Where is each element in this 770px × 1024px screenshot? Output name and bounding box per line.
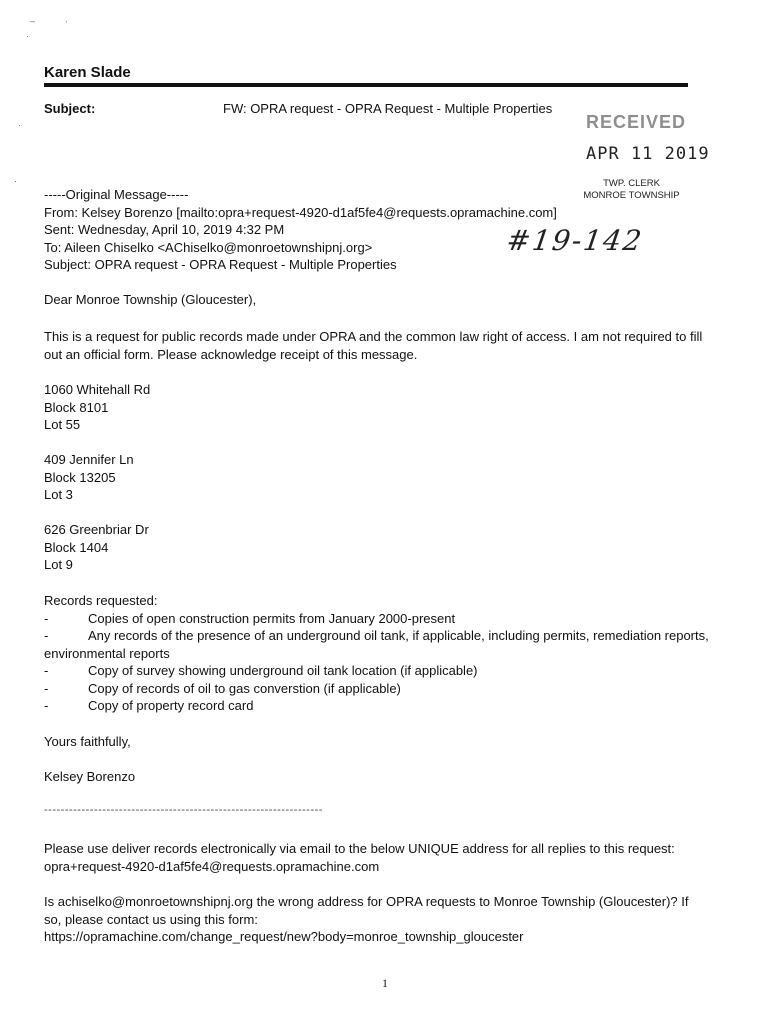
record-item bbox=[44, 662, 724, 680]
scan-mark: · bbox=[26, 31, 29, 41]
property-block: Block 13205 bbox=[44, 469, 116, 485]
property-lot: Lot 9 bbox=[44, 557, 73, 572]
signature: Kelsey Borenzo bbox=[44, 769, 136, 784]
bullet-dash: - bbox=[44, 663, 49, 678]
deliver-address: opra+request-4920-d1af5fe4@requests.opramachine.com bbox=[44, 858, 380, 874]
page-number: 1 bbox=[382, 976, 388, 990]
scan-mark: · bbox=[18, 120, 21, 130]
property-address: 626 Greenbriar Dr bbox=[44, 522, 149, 537]
header-rule bbox=[44, 83, 688, 87]
record-item bbox=[44, 627, 724, 662]
property-2 bbox=[44, 451, 724, 504]
stamp-date: APR 11 2019 bbox=[586, 144, 710, 164]
original-separator: -----Original Message----- bbox=[44, 187, 189, 202]
sender-name: Karen Slade bbox=[44, 64, 131, 81]
bullet-dash: - bbox=[44, 698, 49, 713]
original-subject: Subject: OPRA request - OPRA Request - Multiple Properties bbox=[44, 257, 397, 272]
property-block: Block 1404 bbox=[44, 539, 109, 555]
property-address: 409 Jennifer Ln bbox=[44, 452, 134, 467]
footer-divider: ------------------------------------------------------------------- bbox=[44, 804, 323, 816]
stamp-clerk-line2: MONROE TOWNSHIP bbox=[583, 190, 680, 201]
records-heading: Records requested: bbox=[44, 593, 158, 608]
greeting: Dear Monroe Township (Gloucester), bbox=[44, 292, 257, 307]
record-item bbox=[44, 697, 724, 715]
record-item-text: Copy of records of oil to gas converstion (if applicable) bbox=[88, 680, 401, 696]
deliver-section bbox=[44, 840, 724, 875]
original-to: To: Aileen Chiselko <AChiselko@monroetownshipnj.org> bbox=[44, 239, 373, 255]
property-3 bbox=[44, 521, 724, 574]
intro-paragraph: This is a request for public records made under OPRA and the common law right of access. I am not required to fill out an official form. Please acknowledge receipt of this message. bbox=[44, 329, 703, 362]
record-item-text: Any records of the presence of an underground oil tank, if applicable, including permits, remediation reports, environmental reports bbox=[44, 628, 709, 661]
original-message-header bbox=[44, 186, 724, 274]
subject-label: Subject: bbox=[44, 101, 96, 116]
deliver-text: Please use deliver records electronically via email to the below UNIQUE address for all replies to this request: bbox=[44, 841, 675, 856]
change-request-url: https://opramachine.com/change_request/new?body=monroe_township_gloucester bbox=[44, 929, 524, 944]
bullet-dash: - bbox=[44, 680, 49, 696]
stamp-clerk-line1: TWP. CLERK bbox=[603, 178, 660, 189]
record-item-text: Copies of open construction permits from January 2000-present bbox=[88, 610, 456, 626]
record-item-text: Copy of survey showing underground oil tank location (if applicable) bbox=[88, 663, 478, 678]
scan-mark: – bbox=[30, 16, 36, 26]
closing: Yours faithfully, bbox=[44, 734, 131, 749]
record-item bbox=[44, 680, 724, 698]
bullet-dash: - bbox=[44, 610, 49, 626]
wrong-address-text: Is achiselko@monroetownshipnj.org the wrong address for OPRA requests to Monroe Township (Gloucester)? If so, please contact us using this form: bbox=[44, 894, 689, 927]
original-sent: Sent: Wednesday, April 10, 2019 4:32 PM bbox=[44, 222, 285, 237]
bullet-dash: - bbox=[44, 628, 49, 643]
scan-mark: ˋ bbox=[65, 20, 68, 30]
property-address: 1060 Whitehall Rd bbox=[44, 382, 151, 397]
wrong-address-section bbox=[44, 893, 704, 946]
property-1 bbox=[44, 381, 724, 434]
received-stamp: RECEIVED bbox=[586, 112, 687, 132]
subject-value: FW: OPRA request - OPRA Request - Multiple Properties bbox=[223, 101, 553, 116]
original-from: From: Kelsey Borenzo [mailto:opra+request-4920-d1af5fe4@requests.opramachine.com] bbox=[44, 204, 557, 220]
record-item-text: Copy of property record card bbox=[88, 698, 254, 713]
record-item bbox=[44, 610, 724, 628]
records-section bbox=[44, 592, 724, 715]
handwritten-request-number: #19-142 bbox=[504, 224, 646, 257]
scan-mark: · bbox=[14, 176, 17, 186]
property-block: Block 8101 bbox=[44, 399, 109, 415]
property-lot: Lot 3 bbox=[44, 487, 73, 502]
property-lot: Lot 55 bbox=[44, 417, 81, 432]
